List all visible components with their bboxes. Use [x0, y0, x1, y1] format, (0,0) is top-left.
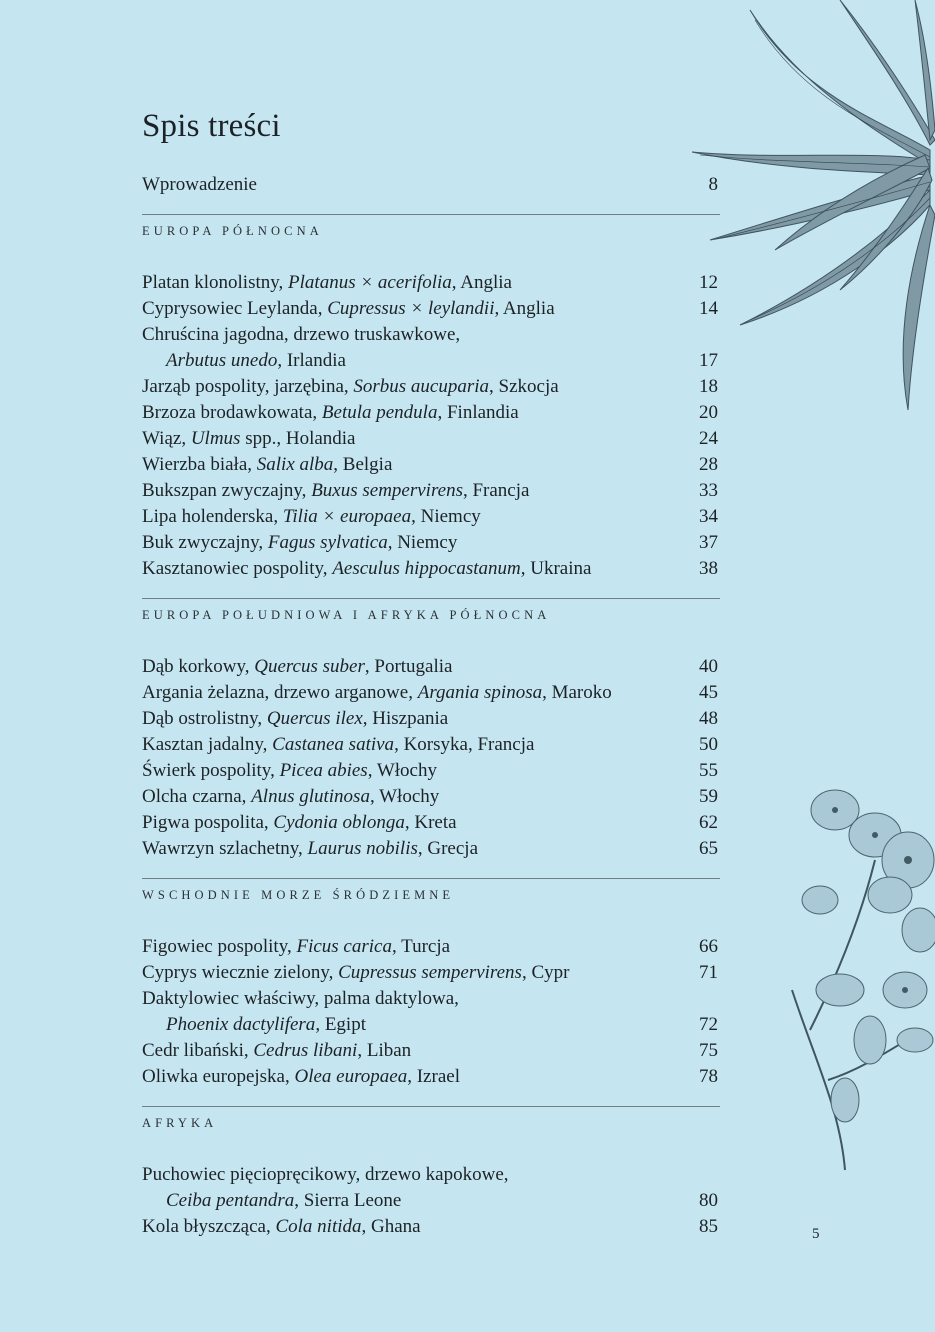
folio-page-number: 5	[812, 1226, 820, 1242]
entry-location: , Maroko	[542, 682, 612, 703]
entry-page-number: 72	[699, 1014, 718, 1035]
page-title: Spis treści	[142, 108, 281, 144]
entry-page-number: 48	[699, 708, 718, 729]
entry-common-name: Dąb korkowy,	[142, 656, 255, 677]
section-divider	[142, 598, 720, 599]
entry-latin-name: Cupressus × leylandii	[327, 298, 495, 319]
entry-text	[142, 836, 478, 862]
entry-common-name: Lipa holenderska,	[142, 506, 283, 527]
entry-text	[142, 1162, 509, 1188]
entry-text	[142, 452, 392, 478]
entry-location: , Ghana	[361, 1216, 421, 1237]
toc-entry	[142, 504, 718, 530]
entry-common-name: Bukszpan zwyczajny,	[142, 480, 312, 501]
entry-latin-name: Olea europaea	[294, 1066, 408, 1087]
toc-entry	[142, 732, 718, 758]
entry-text	[142, 296, 555, 322]
entry-latin-name: Ceiba pentandra	[166, 1190, 295, 1211]
entry-text	[142, 426, 356, 452]
entry-latin-name: Laurus nobilis	[307, 838, 418, 859]
entry-latin-name: Cydonia oblonga	[273, 812, 405, 833]
entry-common-name: Argania żelazna, drzewo arganowe,	[142, 682, 418, 703]
entry-page-number: 65	[699, 838, 718, 859]
entry-location: , Hiszpania	[362, 708, 449, 729]
entry-latin-name: Salix alba	[256, 454, 334, 475]
entry-text	[142, 504, 481, 530]
entry-location: , Sierra Leone	[294, 1190, 402, 1211]
toc-entry	[142, 960, 718, 986]
toc-entry	[142, 400, 718, 426]
entry-page-number: 50	[699, 734, 718, 755]
entry-page-number: 38	[699, 558, 718, 579]
entry-location: , Liban	[357, 1040, 412, 1061]
section-divider	[142, 214, 720, 215]
entry-latin-name: Fagus sylvatica	[267, 532, 388, 553]
toc-entry	[142, 348, 718, 374]
entry-page-number: 12	[699, 272, 718, 293]
toc-entry	[142, 270, 718, 296]
entry-latin-name: Ulmus	[190, 428, 241, 449]
entry-page-number: 45	[699, 682, 718, 703]
entry-common-name: Platan klonolistny,	[142, 272, 289, 293]
entry-text	[142, 758, 437, 784]
entry-location: , Anglia	[494, 298, 555, 319]
entry-common-name: Wierzba biała,	[142, 454, 257, 475]
toc-entry	[142, 706, 718, 732]
entry-common-name: Kasztanowiec pospolity,	[142, 558, 333, 579]
toc-entry	[142, 654, 718, 680]
toc-entry	[142, 810, 718, 836]
entry-text	[142, 732, 534, 758]
entry-page-number: 62	[699, 812, 718, 833]
entry-latin-name: Cedrus libani	[253, 1040, 358, 1061]
entry-location: , Szkocja	[489, 376, 559, 397]
toc-entry	[142, 1038, 718, 1064]
entry-page-number: 20	[699, 402, 718, 423]
toc-entry	[142, 1012, 718, 1038]
entry-text	[142, 478, 529, 504]
entry-text	[142, 934, 450, 960]
section-heading: WSCHODNIE MORZE ŚRÓDZIEMNE	[142, 888, 455, 902]
entry-latin-name: Quercus suber	[254, 656, 365, 677]
entry-label: Wprowadzenie	[142, 174, 257, 195]
toc-entry	[142, 322, 718, 348]
toc-entry	[142, 836, 718, 862]
entry-location: , Turcja	[391, 936, 451, 957]
entry-latin-name: Picea abies	[279, 760, 368, 781]
entry-common-name: Wawrzyn szlachetny,	[142, 838, 308, 859]
entry-page-number: 14	[699, 298, 718, 319]
entry-text	[142, 654, 452, 680]
entry-common-name: Cedr libański,	[142, 1040, 254, 1061]
entry-page-number: 34	[699, 506, 718, 527]
entry-text	[142, 1214, 421, 1240]
toc-entry	[142, 986, 718, 1012]
entry-common-name: Kola błyszcząca,	[142, 1216, 276, 1237]
entry-latin-name: Argania spinosa	[417, 682, 543, 703]
entry-latin-name: Buxus sempervirens	[311, 480, 463, 501]
entry-text	[142, 1188, 401, 1214]
entry-location: , Egipt	[315, 1014, 366, 1035]
entry-page-number: 24	[699, 428, 718, 449]
toc-entry	[142, 758, 718, 784]
entry-common-name: Buk zwyczajny,	[142, 532, 268, 553]
entry-text	[142, 270, 512, 296]
entry-text	[142, 348, 346, 374]
toc-entry	[142, 556, 718, 582]
entry-common-name: Chruścina jagodna, drzewo truskawkowe,	[142, 324, 461, 345]
entry-latin-name: Betula pendula	[321, 402, 438, 423]
entry-common-name: Daktylowiec właściwy, palma daktylowa,	[142, 988, 459, 1009]
entry-latin-name: Alnus glutinosa	[251, 786, 370, 807]
entry-common-name: Figowiec pospolity,	[142, 936, 297, 957]
toc-entry	[142, 296, 718, 322]
entry-common-name: Świerk pospolity,	[142, 760, 280, 781]
entry-page-number: 80	[699, 1190, 718, 1211]
toc-entry	[142, 784, 718, 810]
entry-latin-name: Tilia × europaea	[282, 506, 412, 527]
entry-common-name: Cyprysowiec Leylanda,	[142, 298, 328, 319]
entry-location: , Włochy	[367, 760, 437, 781]
entry-latin-name: Castanea sativa	[272, 734, 395, 755]
toc-entry	[142, 426, 718, 452]
toc-entry	[142, 1214, 718, 1240]
entry-text	[142, 556, 591, 582]
entry-page-number: 85	[699, 1216, 718, 1237]
entry-page-number: 59	[699, 786, 718, 807]
entry-location: , Grecja	[417, 838, 479, 859]
entry-location: , Kreta	[404, 812, 457, 833]
entry-location: , Belgia	[333, 454, 393, 475]
blossom-branch-illustration	[780, 780, 935, 1180]
entry-location: , Izrael	[407, 1066, 460, 1087]
toc-entry	[142, 452, 718, 478]
entry-page-number: 71	[699, 962, 718, 983]
entry-latin-name: Aesculus hippocastanum	[332, 558, 521, 579]
entry-latin-name: Ficus carica	[296, 936, 392, 957]
entry-location: , Niemcy	[387, 532, 458, 553]
entry-location: , Niemcy	[411, 506, 481, 527]
toc-entry	[142, 374, 718, 400]
entry-common-name: Jarząb pospolity, jarzębina,	[142, 376, 354, 397]
entry-latin-name: Arbutus unedo	[166, 350, 278, 371]
entry-text	[142, 960, 569, 986]
entry-common-name: Dąb ostrolistny,	[142, 708, 267, 729]
toc-entry	[142, 680, 718, 706]
section-heading: EUROPA PÓŁNOCNA	[142, 224, 323, 238]
entry-page-number: 17	[699, 350, 718, 371]
entry-common-name: Puchowiec pięciopręcikowy, drzewo kapokowe,	[142, 1164, 509, 1185]
entry-text	[142, 530, 457, 556]
entry-location: , Finlandia	[437, 402, 519, 423]
entry-text	[142, 810, 457, 836]
toc-entry-intro	[142, 172, 718, 198]
entry-common-name: Cyprys wiecznie zielony,	[142, 962, 339, 983]
entry-common-name: Brzoza brodawkowata,	[142, 402, 322, 423]
entry-page-number: 18	[699, 376, 718, 397]
entry-page-number: 78	[699, 1066, 718, 1087]
entry-page-number: 33	[699, 480, 718, 501]
toc-entry	[142, 1162, 718, 1188]
entry-text	[142, 784, 439, 810]
entry-page-number: 40	[699, 656, 718, 677]
entry-page-number: 8	[708, 174, 718, 195]
entry-common-name: Oliwka europejska,	[142, 1066, 295, 1087]
entry-latin-name: Phoenix dactylifera	[166, 1014, 316, 1035]
entry-common-name: Kasztan jadalny,	[142, 734, 273, 755]
entry-text	[142, 322, 460, 348]
entry-page-number: 28	[699, 454, 718, 475]
entry-location: spp., Holandia	[240, 428, 356, 449]
entry-text	[142, 1038, 411, 1064]
entry-location: , Włochy	[369, 786, 440, 807]
entry-location: , Irlandia	[277, 350, 346, 371]
entry-page-number: 55	[699, 760, 718, 781]
entry-latin-name: Cola nitida	[275, 1216, 362, 1237]
entry-common-name: Pigwa pospolita,	[142, 812, 274, 833]
section-divider	[142, 1106, 720, 1107]
section-divider	[142, 878, 720, 879]
entry-text	[142, 374, 559, 400]
entry-latin-name: Quercus ilex	[266, 708, 363, 729]
palm-leaves-illustration	[680, 0, 935, 420]
section-heading: AFRYKA	[142, 1116, 218, 1130]
toc-entry	[142, 934, 718, 960]
entry-location: , Ukraina	[520, 558, 592, 579]
toc-entry	[142, 1188, 718, 1214]
toc-entry	[142, 478, 718, 504]
entry-text	[142, 680, 612, 706]
toc-entry	[142, 1064, 718, 1090]
entry-common-name: Olcha czarna,	[142, 786, 252, 807]
entry-text	[142, 706, 448, 732]
entry-text	[142, 986, 459, 1012]
toc-entry	[142, 530, 718, 556]
entry-page-number: 66	[699, 936, 718, 957]
entry-page-number: 37	[699, 532, 718, 553]
entry-location: , Korsyka, Francja	[394, 734, 535, 755]
entry-location: , Cypr	[521, 962, 570, 983]
entry-common-name: Wiąz,	[142, 428, 191, 449]
entry-latin-name: Cupressus sempervirens	[338, 962, 522, 983]
entry-latin-name: Sorbus aucuparia	[353, 376, 490, 397]
entry-latin-name: Platanus × acerifolia	[288, 272, 452, 293]
entry-location: , Francja	[462, 480, 530, 501]
entry-location: , Portugalia	[364, 656, 453, 677]
entry-text	[142, 400, 519, 426]
entry-location: , Anglia	[451, 272, 512, 293]
entry-page-number: 75	[699, 1040, 718, 1061]
section-heading: EUROPA POŁUDNIOWA I AFRYKA PÓŁNOCNA	[142, 608, 551, 622]
entry-text	[142, 1012, 366, 1038]
entry-text	[142, 1064, 460, 1090]
